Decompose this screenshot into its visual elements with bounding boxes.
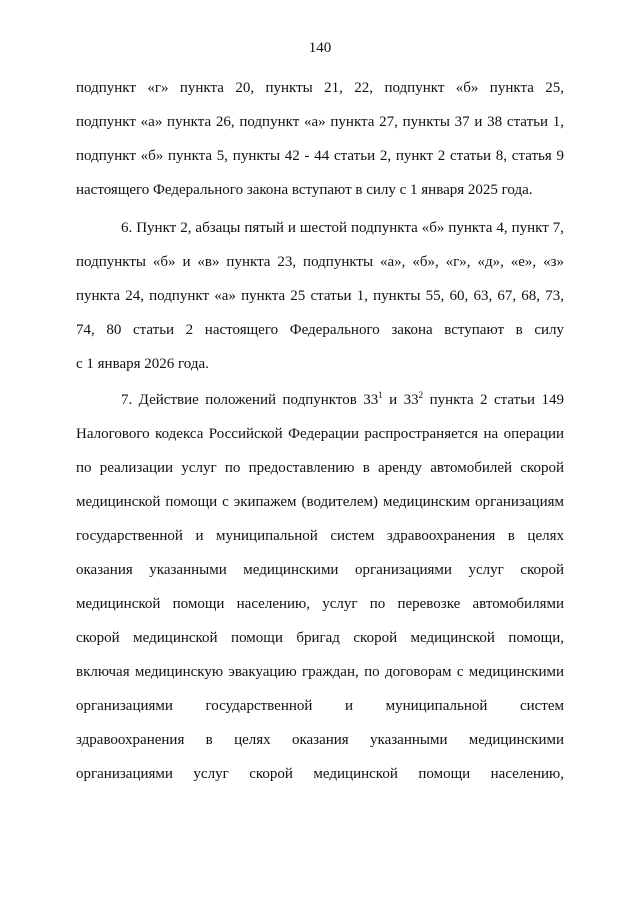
- paragraph-continuation: [76, 71, 564, 207]
- text-line-with-superscripts: [76, 383, 564, 417]
- text-line: по реализации услуг по предоставлению в аренду автомобилей скорой: [76, 460, 564, 476]
- text-line: с 1 января 2026 года.: [76, 356, 209, 372]
- text-fragment: 7. Действие положений подпунктов 33: [121, 392, 379, 408]
- text-line: подпункт «г» пункта 20, пункты 21, 22, подпункт «б» пункта 25,: [76, 80, 564, 96]
- text-line: организациями государственной и муниципальной систем: [76, 698, 564, 714]
- text-line: включая медицинскую эвакуацию граждан, по договорам с медицинскими: [76, 664, 564, 680]
- page-number: 140: [308, 40, 332, 56]
- text-line: 6. Пункт 2, абзацы пятый и шестой подпункта «б» пункта 4, пункт 7,: [121, 220, 564, 236]
- text-line: оказания указанными медицинскими организациями услуг скорой: [76, 562, 564, 578]
- text-line: медицинской помощи населению, услуг по перевозке автомобилями: [76, 596, 564, 612]
- text-line: медицинской помощи с экипажем (водителем) медицинским организациям: [76, 494, 564, 510]
- text-line: подпункт «а» пункта 26, подпункт «а» пункта 27, пункты 37 и 38 статьи 1,: [76, 114, 564, 130]
- text-fragment: пункта 2 статьи 149: [423, 392, 565, 408]
- text-line: 74, 80 статьи 2 настоящего Федерального закона вступают в силу: [76, 322, 564, 338]
- superscript: 1: [378, 390, 383, 400]
- text-line: настоящего Федерального закона вступают в силу с 1 января 2025 года.: [76, 182, 533, 198]
- text-line: подпункты «б» и «в» пункта 23, подпункты «а», «б», «г», «д», «е», «з»: [76, 254, 564, 270]
- text-line: скорой медицинской помощи бригад скорой медицинской помощи,: [76, 630, 564, 646]
- paragraph-6: [76, 211, 564, 381]
- text-line: здравоохранения в целях оказания указанными медицинскими: [76, 732, 564, 748]
- text-line: пункта 24, подпункт «а» пункта 25 статьи 1, пункты 55, 60, 63, 67, 68, 73,: [76, 288, 564, 304]
- paragraph-7: [76, 383, 564, 791]
- text-line: государственной и муниципальной систем здравоохранения в целях: [76, 528, 564, 544]
- text-fragment: и 33: [382, 392, 419, 408]
- superscript: 2: [418, 390, 424, 400]
- text-line: Налогового кодекса Российской Федерации распространяется на операции: [76, 426, 564, 442]
- text-line: организациями услуг скорой медицинской помощи населению,: [76, 766, 564, 782]
- text-line: подпункт «б» пункта 5, пункты 42 - 44 статьи 2, пункт 2 статьи 8, статья 9: [76, 148, 564, 164]
